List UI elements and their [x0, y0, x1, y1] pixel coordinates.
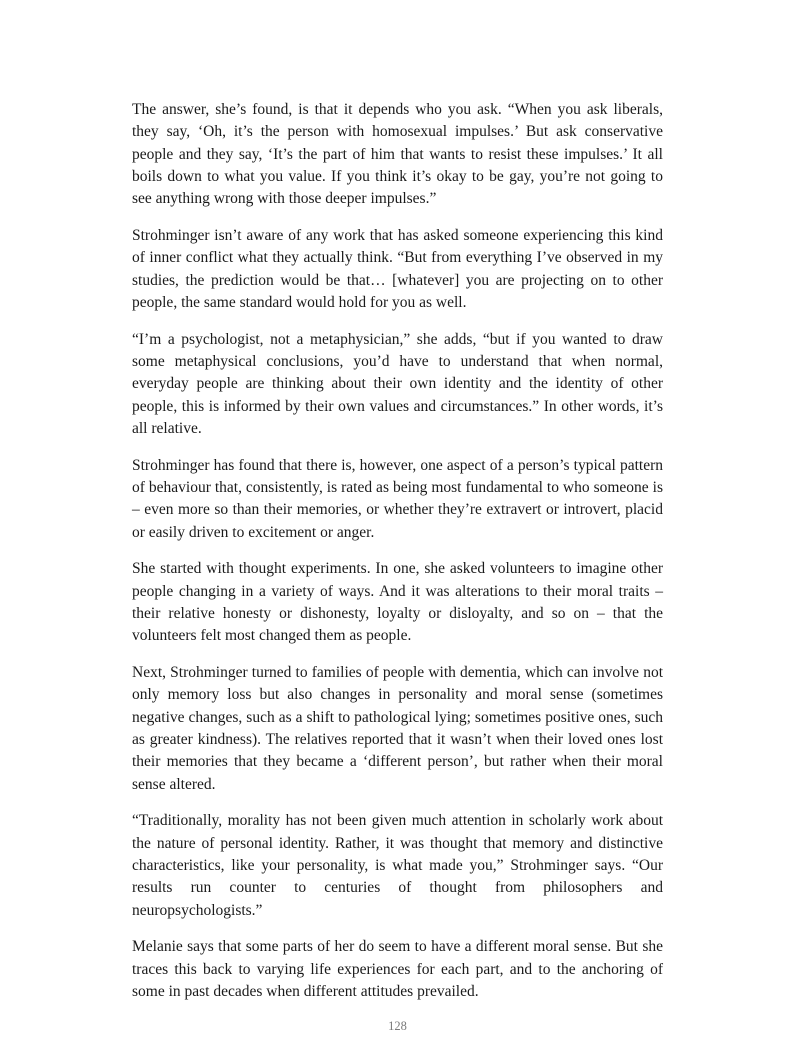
paragraph-8: Melanie says that some parts of her do seem to have a different moral sense. But she traces this back to varying life experiences for each part, and to the anchoring of some in past decades when different attitudes prevailed.: [132, 938, 663, 1000]
paragraph-3: “I’m a psychologist, not a metaphysician,” she adds, “but if you wanted to draw some metaphysical conclusions, you’d have to understand that when normal, everyday people are thinking about their own identity and the identity of other people, this is informed by their own values and circumstances.” In other words, it’s all relative.: [132, 330, 663, 437]
paragraph-6: Next, Strohminger turned to families of people with dementia, which can involve not only memory loss but also changes in personality and moral sense (sometimes negative changes, such as a shift to pathological lying; sometimes positive ones, such as greater kindness). The relatives reported that it wasn’t when their loved ones lost their memories that they became a ‘different person’, but rather when their moral sense altered.: [132, 664, 663, 793]
paragraph-1: The answer, she’s found, is that it depends who you ask. “When you ask liberals, they say, ‘Oh, it’s the person with homosexual impulses.’ But ask conservative people and they say, ‘It’s the part of him that wants to resist these impulses.’ It all boils down to what you value. If you think it’s okay to be gay, you’re not going to see anything wrong with those deeper impulses.”: [132, 101, 663, 208]
paragraph-7: “Traditionally, morality has not been given much attention in scholarly work about the nature of personal identity. Rather, it was thought that memory and distinctive characteristics, like your personality, is what made you,” Strohminger says. “Our results run counter to centuries of thought from philosophers and neuropsychologists.”: [132, 812, 663, 919]
paragraph-2: Strohminger isn’t aware of any work that has asked someone experiencing this kind of inner conflict what they actually think. “But from everything I’ve observed in my studies, the prediction would be that… [whatever] you are projecting on to other people, the same standard would hold for you as well.: [132, 226, 663, 311]
body-text: [132, 99, 663, 1018]
page-number: 128: [388, 1019, 407, 1033]
paragraph-5: She started with thought experiments. In one, she asked volunteers to imagine other people changing in a variety of ways. And it was alterations to their moral traits – their relative honesty or dishonesty, loyalty or disloyalty, and so on – that the volunteers felt most changed them as people.: [132, 560, 663, 645]
paragraph-4: Strohminger has found that there is, however, one aspect of a person’s typical pattern of behaviour that, consistently, is rated as being most fundamental to who someone is – even more so than their memories, or whether they’re extravert or introvert, placid or easily driven to excitement or anger.: [132, 456, 663, 541]
